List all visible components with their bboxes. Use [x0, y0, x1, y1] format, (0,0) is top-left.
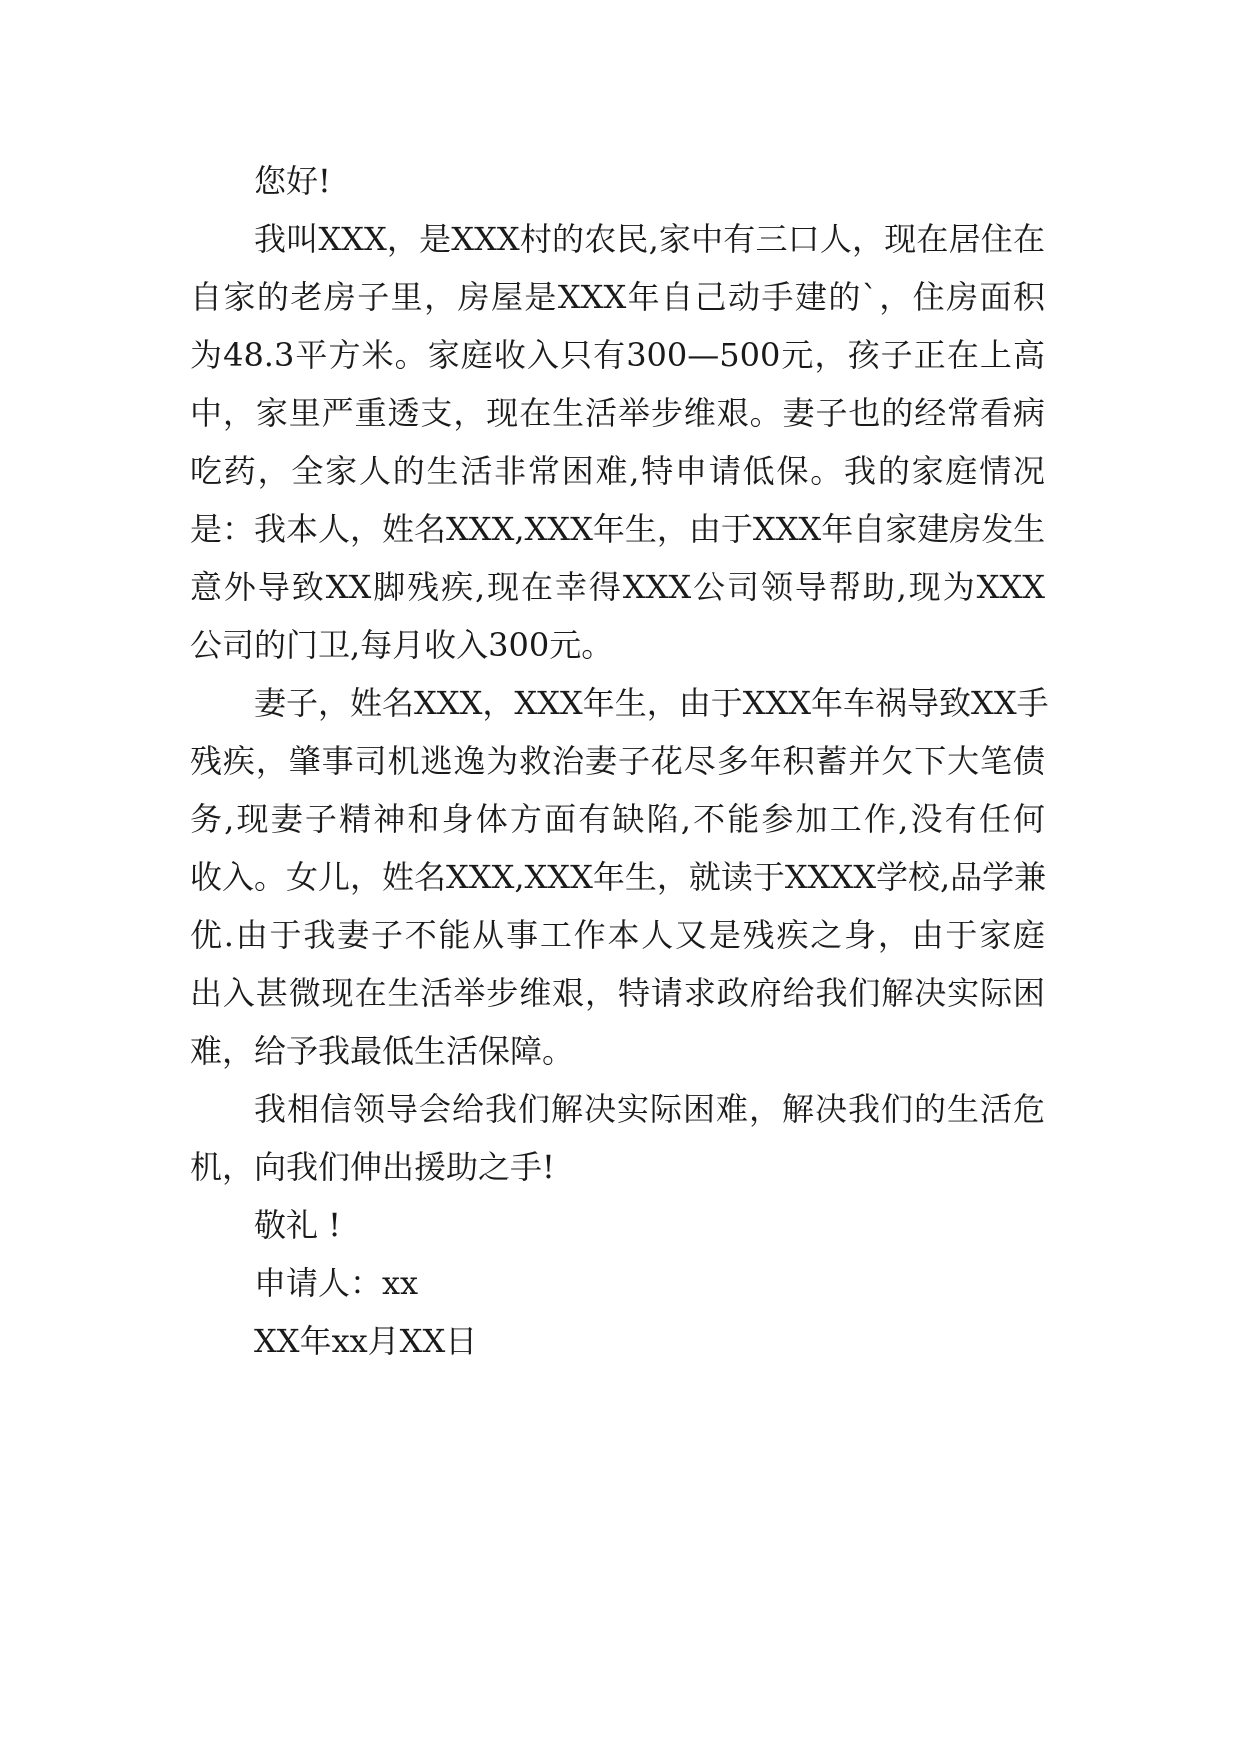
text-line: 残疾，肇事司机逃逸为救治妻子花尽多年积蓄并欠下大笔债 — [190, 742, 1045, 780]
greeting: 您好! — [254, 162, 331, 200]
closing-salutation: 敬礼 ! — [254, 1206, 342, 1244]
text-line: 自家的老房子里，房屋是XXX年自己动手建的`，住房面积 — [190, 278, 1045, 316]
text-line: 公司的门卫,每月收入300元。 — [190, 626, 614, 664]
text-line: 是：我本人，姓名XXX,XXX年生，由于XXX年自家建房发生 — [190, 510, 1046, 548]
text-line: 难，给予我最低生活保障。 — [190, 1032, 575, 1070]
text-line: 我叫XXX，是XXX村的农民,家中有三口人，现在居住在 — [254, 220, 1045, 258]
text-line: 出入甚微现在生活举步维艰，特请求政府给我们解决实际困 — [190, 974, 1045, 1012]
text-line: 机，向我们伸出援助之手! — [190, 1148, 555, 1186]
text-line: 务,现妻子精神和身体方面有缺陷,不能参加工作,没有任何 — [190, 800, 1045, 838]
text-line: 吃药，全家人的生活非常困难,特申请低保。我的家庭情况 — [190, 452, 1045, 490]
text-line: 为48.3平方米。家庭收入只有300—500元，孩子正在上高 — [190, 336, 1045, 374]
text-line: 意外导致XX脚残疾,现在幸得XXX公司领导帮助,现为XXX — [190, 568, 1045, 606]
text-line: 中，家里严重透支，现在生活举步维艰。妻子也的经常看病 — [190, 394, 1045, 432]
applicant-signature: 申请人：xx — [254, 1264, 419, 1302]
text-line: 我相信领导会给我们解决实际困难，解决我们的生活危 — [254, 1090, 1045, 1128]
paragraph-family-situation — [190, 210, 1045, 674]
text-line: 妻子，姓名XXX，XXX年生，由于XXX年车祸导致XX手 — [254, 684, 1049, 722]
paragraph-request — [190, 1080, 1045, 1196]
text-line: 优.由于我妻子不能从事工作本人又是残疾之身，由于家庭 — [190, 916, 1045, 954]
letter-date: XX年xx月XX日 — [254, 1322, 478, 1360]
letter-body — [190, 152, 1049, 1370]
text-line: 收入。女儿，姓名XXX,XXX年生，就读于XXXX学校,品学兼 — [190, 858, 1047, 896]
paragraph-wife-daughter — [190, 674, 1049, 1080]
